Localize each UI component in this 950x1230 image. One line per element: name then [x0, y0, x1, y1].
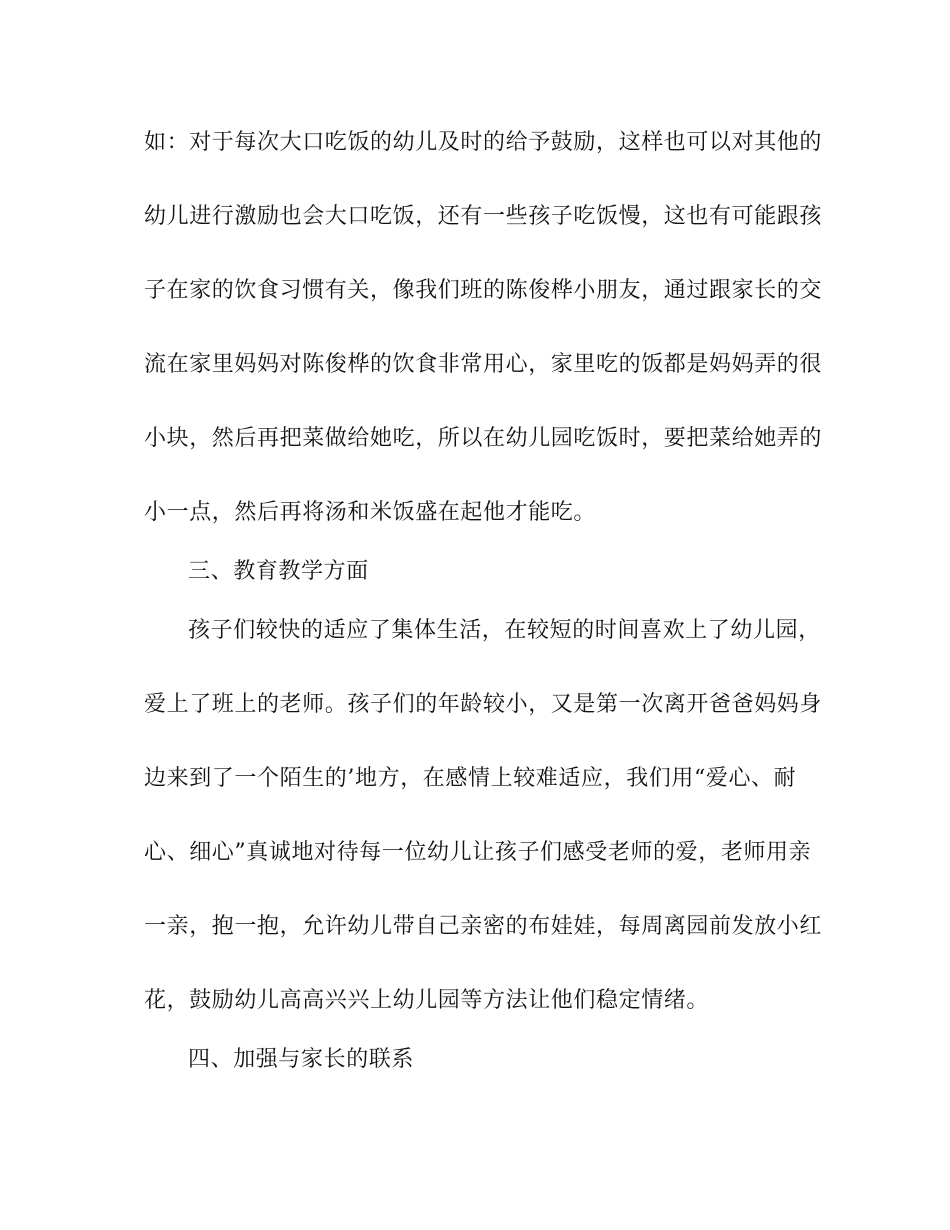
- body-line: 小一点，然后再将汤和米饭盛在起他才能吃。: [144, 500, 597, 525]
- paragraph-first-line: 孩子们较快的适应了集体生活，在较短的时间喜欢上了幼儿园，: [188, 618, 821, 643]
- body-line: 子在家的饮食习惯有关，像我们班的陈俊桦小朋友，通过跟家长的交: [144, 278, 823, 303]
- section-heading-parents: 四、加强与家长的联系: [188, 1047, 415, 1072]
- body-line: 爱上了班上的老师。孩子们的年龄较小，又是第一次离开爸爸妈妈身: [144, 692, 823, 717]
- body-line: 一亲，抱一抱，允许幼儿带自己亲密的布娃娃，每周离园前发放小红: [144, 914, 823, 939]
- body-line: 花，鼓励幼儿高高兴兴上幼儿园等方法让他们稳定情绪。: [144, 988, 710, 1013]
- body-line: 心、细心”真诚地对待每一位幼儿让孩子们感受老师的爱，老师用亲: [144, 840, 812, 865]
- body-line: 流在家里妈妈对陈俊桦的饮食非常用心，家里吃的饭都是妈妈弄的很: [144, 352, 823, 377]
- body-line: 边来到了一个陌生的’地方，在感情上较难适应，我们用“爱心、耐: [144, 766, 797, 791]
- section-heading-education: 三、教育教学方面: [188, 559, 369, 584]
- body-line: 幼儿进行激励也会大口吃饭，还有一些孩子吃饭慢，这也有可能跟孩: [144, 204, 823, 229]
- body-line: 小块，然后再把菜做给她吃，所以在幼儿园吃饭时，要把菜给她弄的: [144, 426, 823, 451]
- body-line: 如：对于每次大口吃饭的幼儿及时的给予鼓励，这样也可以对其他的: [144, 130, 823, 155]
